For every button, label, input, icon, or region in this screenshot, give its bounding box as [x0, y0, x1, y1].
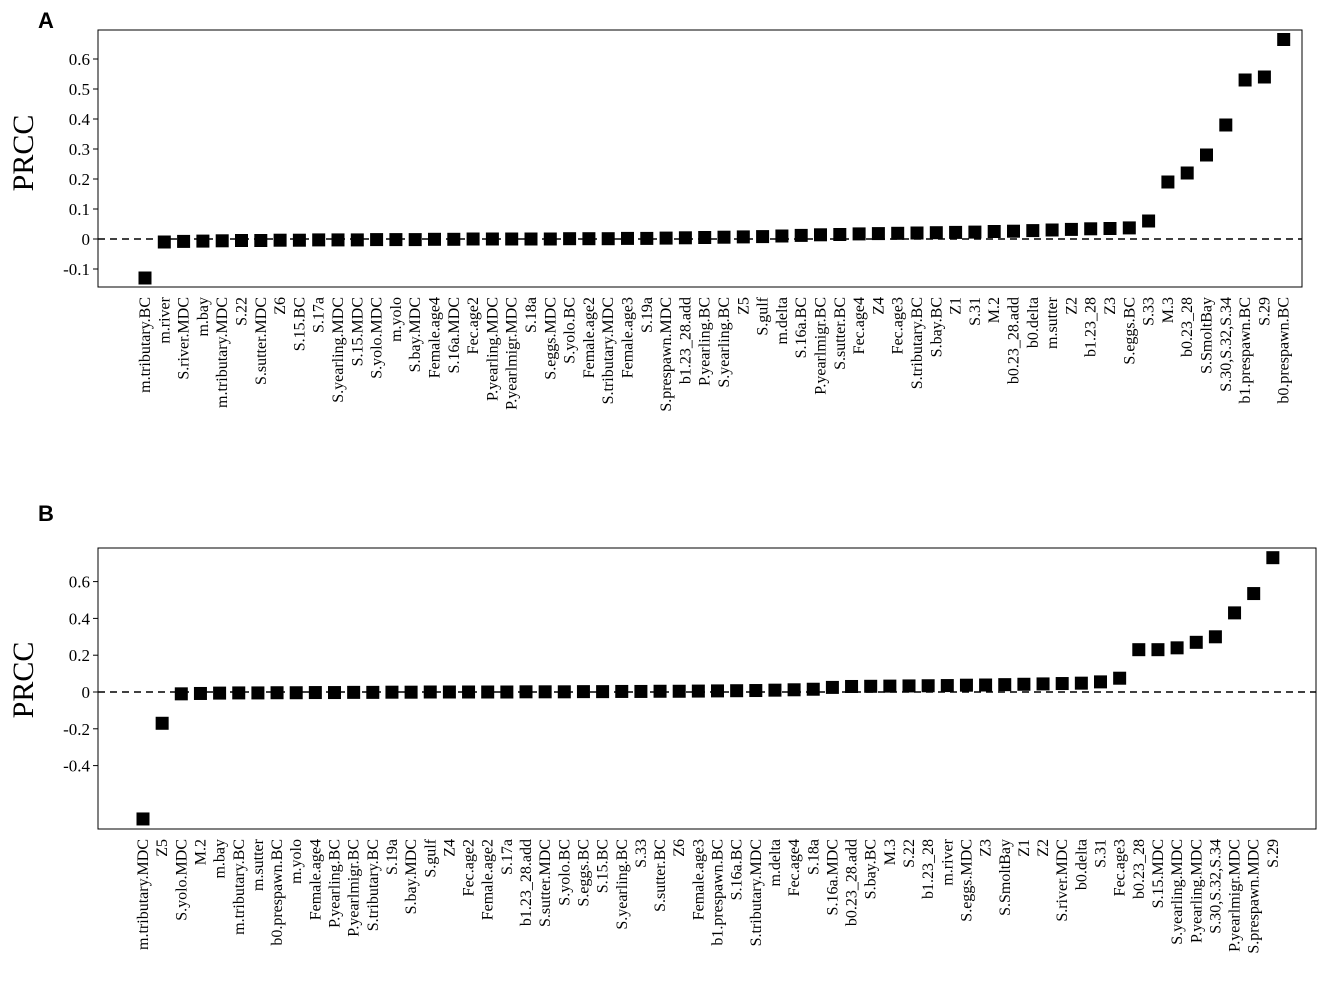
panel-b-x-tick-label: S.16a.BC: [728, 839, 746, 901]
panel-b-x-tick-label: m.yolo: [288, 839, 306, 884]
panel-a-data-point: [351, 233, 364, 246]
panel-a-x-tick-label: S.river.MDC: [175, 297, 193, 380]
panel-a-x-tick-label: Female.age2: [580, 297, 598, 379]
panel-a-data-point: [756, 230, 769, 243]
panel-a-y-tick-label: 0.1: [68, 200, 90, 219]
panel-b-data-point: [156, 717, 169, 730]
panel-b-x-tick-label: b0.delta: [1073, 839, 1091, 891]
panel-b-data-point: [347, 686, 360, 699]
panel-a-data-point: [660, 232, 673, 245]
panel-b-x-tick-label: S.prespawn.MDC: [1245, 839, 1263, 954]
panel-a-x-tick-label: m.sutter: [1044, 297, 1062, 349]
panel-b-data-point: [405, 686, 418, 699]
panel-a-x-tick-label: b0.delta: [1024, 297, 1042, 349]
panel-a-data-point: [389, 233, 402, 246]
panel-b-x-tick-label: P.yearlmigr.MDC: [1226, 839, 1244, 952]
panel-a-data-point: [795, 229, 808, 242]
panel-a-y-axis-label: PRCC: [7, 114, 40, 192]
panel-b-y-tick-label: 0.4: [68, 609, 90, 629]
panel-b-data-point: [1190, 636, 1203, 649]
panel-b-x-tick-label: m.tributary.MDC: [135, 839, 152, 950]
panel-b-data-point: [1247, 587, 1260, 600]
panel-a-x-tick-label: b1.23_28: [1082, 297, 1100, 357]
panel-a-data-point: [1161, 176, 1174, 189]
panel-b-x-tick-label: m.sutter: [249, 839, 267, 891]
panel-b-data-point: [596, 685, 609, 698]
panel-b-x-tick-label: S.bay.BC: [862, 839, 880, 900]
panel-a-data-point: [274, 234, 287, 247]
panel-a-x-tick-label: S.sutter.BC: [831, 297, 849, 370]
panel-a-x-tick-label: P.yearlmigr.MDC: [503, 297, 521, 410]
panel-b-x-tick-label: Fec.age2: [460, 839, 478, 897]
panel-b-data-point: [175, 687, 188, 700]
panel-b-data-point: [788, 683, 801, 696]
panel-b: [7, 501, 1316, 954]
panel-b-x-tick-label: Z2: [1035, 839, 1053, 857]
panel-a-x-tick-label: b1.prespawn.BC: [1237, 297, 1255, 404]
panel-a-data-point: [254, 234, 267, 247]
panel-a-x-tick-label: b0.prespawn.BC: [1275, 297, 1293, 404]
panel-b-x-tick-label: S.15.BC: [594, 839, 612, 894]
panel-a-x-tick-label: S.eggs.MDC: [542, 297, 560, 380]
panel-a-data-point: [1084, 222, 1097, 235]
panel-b-x-tick-label: Z6: [671, 839, 689, 857]
panel-b-x-tick-label: b0.23_28: [1130, 839, 1148, 899]
panel-a-x-tick-label: S.15.BC: [291, 297, 309, 352]
panel-b-data-point: [558, 685, 571, 698]
panel-b-data-point: [864, 680, 877, 693]
panel-a-data-point: [1219, 119, 1232, 132]
panel-b-x-tick-label: P.yearling.MDC: [1188, 839, 1206, 943]
panel-b-data-point: [385, 686, 398, 699]
panel-a-data-point: [988, 225, 1001, 238]
panel-a-x-tick-label: Z6: [272, 297, 290, 315]
panel-a-x-tick-label: Female.age4: [426, 297, 444, 379]
panel-b-data-point: [998, 678, 1011, 691]
panel-a-x-tick-label: S.29: [1256, 297, 1274, 326]
panel-b-y-tick-label: 0.6: [68, 572, 90, 592]
panel-b-data-point: [481, 686, 494, 699]
panel-b-x-tick-label: Z1: [1015, 839, 1033, 857]
panel-a-data-point: [370, 233, 383, 246]
panel-b-x-tick-label: S.16a.MDC: [824, 839, 842, 916]
panel-a-data-point: [505, 233, 518, 246]
panel-b-x-tick-label: S.30,S.32,S.34: [1207, 839, 1225, 934]
panel-a-data-point: [563, 232, 576, 245]
panel-a-data-point: [409, 233, 422, 246]
panel-b-data-point: [615, 685, 628, 698]
panel-a-x-tick-label: b0.23_28.add: [1005, 297, 1023, 385]
panel-a-x-tick-label: S.yearling.BC: [716, 297, 733, 388]
panel-a-y-tick-label: 0.6: [68, 50, 90, 69]
panel-a-data-point: [872, 227, 885, 240]
panel-b-data-point: [692, 685, 705, 698]
panel-b-x-tick-label: b1.prespawn.BC: [709, 839, 727, 946]
panel-a-x-tick-label: Fec.age4: [851, 297, 869, 355]
panel-a-data-point: [698, 231, 711, 244]
panel-b-data-point: [1266, 551, 1279, 564]
panel-b-x-tick-label: M.3: [881, 839, 899, 866]
panel-a-x-tick-label: S.yolo.MDC: [368, 297, 386, 379]
panel-a-plot-frame: [98, 30, 1302, 287]
panel-a-x-tick-label: m.delta: [773, 297, 791, 345]
panel-b-x-tick-label: m.river: [939, 839, 957, 886]
panel-b-y-axis-label: PRCC: [7, 641, 40, 719]
panel-b-x-tick-label: S.sutter.MDC: [537, 839, 555, 928]
panel-a-x-tick-label: S.yearling.MDC: [330, 297, 347, 403]
panel-b-data-point: [328, 686, 341, 699]
panel-b-x-tick-label: S.29: [1264, 839, 1282, 868]
panel-a-data-point: [1046, 224, 1059, 237]
panel-a-x-tick-label: S.17a: [310, 297, 328, 333]
panel-a-data-point: [1181, 167, 1194, 180]
panel-a-data-point: [621, 232, 634, 245]
panel-b-data-point: [1075, 677, 1088, 690]
panel-a-x-tick-label: m.bay: [194, 297, 212, 337]
panel-a-data-point: [332, 233, 345, 246]
panel-a-data-point: [1007, 225, 1020, 238]
panel-a-data-point: [775, 230, 788, 243]
panel-a-x-tick-label: S.tributary.MDC: [600, 297, 618, 405]
panel-a-data-point: [447, 233, 460, 246]
panel-b-x-tick-label: S.tributary.BC: [364, 839, 382, 932]
panel-a-data-point: [640, 232, 653, 245]
panel-b-data-point: [1132, 643, 1145, 656]
panel-a-x-tick-label: Z5: [735, 297, 753, 315]
panel-b-x-tick-label: Female.age2: [479, 839, 497, 921]
panel-b-x-tick-label: S.eggs.BC: [575, 839, 593, 907]
panel-a-x-tick-label: b0.23_28: [1179, 297, 1197, 357]
panel-a-x-tick-label: Female.age3: [619, 297, 637, 379]
panel-b-x-tick-label: Fec.age4: [786, 839, 804, 897]
panel-a-x-tick-label: S.15.MDC: [349, 297, 367, 367]
panel-b-data-point: [271, 686, 284, 699]
panel-b-x-tick-label: S.yolo.MDC: [173, 839, 191, 921]
panel-a-x-tick-label: m.yolo: [387, 297, 405, 342]
panel-b-x-tick-label: S.19a: [383, 839, 401, 875]
panel-a-data-point: [891, 227, 904, 240]
panel-a-y-tick-label: 0.5: [68, 80, 90, 99]
panel-a-x-tick-label: S.sutter.MDC: [252, 297, 270, 386]
panel-b-data-point: [424, 686, 437, 699]
panel-b-x-tick-label: m.delta: [766, 839, 784, 887]
panel-a-x-tick-label: S.gulf: [754, 297, 772, 336]
panel-b-data-point: [1151, 643, 1164, 656]
panel-a-x-tick-label: S.18a: [523, 297, 540, 333]
panel-b-data-point: [443, 686, 456, 699]
panel-b-data-point: [960, 679, 973, 692]
panel-a-x-tick-label: Z2: [1063, 297, 1081, 315]
panel-a-x-tick-label: S.bay.MDC: [407, 297, 425, 373]
panel-a-x-tick-label: Fec.age2: [465, 297, 483, 355]
panel-a-data-point: [525, 233, 538, 246]
panel-a-data-point: [312, 233, 325, 246]
panel-a-x-tick-label: P.yearling.BC: [696, 297, 714, 386]
panel-b-x-tick-label: S.eggs.MDC: [958, 839, 976, 922]
panel-b-x-tick-label: Z3: [977, 839, 995, 857]
panel-b-data-point: [137, 812, 150, 825]
panel-a-data-point: [1142, 215, 1155, 228]
panel-a-x-tick-label: Z4: [870, 297, 888, 315]
panel-b-data-point: [634, 685, 647, 698]
panel-a-x-tick-label: S.31: [966, 297, 984, 326]
panel-a-y-tick-label: 0.2: [68, 170, 90, 189]
panel-b-data-point: [251, 686, 264, 699]
panel-b-y-tick-label: 0.2: [68, 646, 90, 666]
panel-b-data-point: [768, 684, 781, 697]
panel-b-x-tick-label: S.tributary.MDC: [747, 839, 765, 947]
panel-b-data-point: [730, 684, 743, 697]
panel-b-data-point: [673, 685, 686, 698]
panel-a-y-tick-label: 0: [81, 230, 90, 249]
panel-b-data-point: [213, 687, 226, 700]
panel-a-data-point: [1258, 71, 1271, 84]
panel-b-x-tick-label: S.gulf: [422, 839, 440, 878]
panel-b-data-point: [749, 684, 762, 697]
panel-b-x-tick-label: Female.age4: [307, 839, 325, 921]
panel-b-data-point: [883, 680, 896, 693]
panel-a-x-tick-label: S.22: [233, 297, 251, 326]
panel-b-data-point: [1037, 677, 1050, 690]
panel-b-data-point: [1171, 641, 1184, 654]
panel-b-data-point: [979, 679, 992, 692]
panel-a-data-point: [1277, 33, 1290, 46]
panel-b-x-tick-label: b1.23_28.add: [518, 839, 535, 927]
panel-b-y-tick-label: -0.4: [63, 756, 90, 776]
panel-b-x-tick-label: S.17a: [498, 839, 516, 875]
panel-a-data-point: [216, 234, 229, 247]
panel-b-data-point: [520, 685, 533, 698]
panel-b-x-tick-label: S.33: [632, 839, 650, 868]
panel-b-x-tick-label: M.2: [192, 839, 210, 866]
panel-a-data-point: [1123, 221, 1136, 234]
panel-a-x-tick-label: P.yearlmigr.BC: [812, 297, 830, 395]
panel-a-x-tick-label: Z1: [947, 297, 965, 315]
panel-a-x-tick-label: S.SmoltBay: [1198, 297, 1216, 374]
panel-b-x-tick-label: Z5: [154, 839, 172, 857]
panel-b-x-tick-label: S.yolo.BC: [556, 839, 574, 906]
panel-a-data-point: [737, 230, 750, 243]
panel-b-x-tick-label: S.bay.MDC: [403, 839, 421, 915]
panel-a-x-tick-label: m.tributary.BC: [137, 297, 154, 393]
panel-b-x-tick-label: S.yearling.BC: [613, 839, 631, 930]
panel-b-x-tick-label: P.yearlmigr.BC: [345, 839, 363, 937]
panel-a-y-tick-label: -0.1: [63, 260, 90, 279]
panel-a-x-tick-label: M.3: [1159, 297, 1177, 324]
panel-a-x-tick-label: P.yearling.MDC: [484, 297, 502, 401]
panel-a-x-tick-label: S.33: [1140, 297, 1158, 326]
panel-a-data-point: [1200, 149, 1213, 162]
panel-b-data-point: [826, 681, 839, 694]
panel-a-data-point: [718, 231, 731, 244]
panel-b-data-point: [1228, 606, 1241, 619]
panel-a-data-point: [544, 233, 557, 246]
panel-a-data-point: [1239, 74, 1252, 87]
panel-b-data-point: [1113, 672, 1126, 685]
panel-b-data-point: [941, 679, 954, 692]
panel-a-x-tick-label: Z3: [1102, 297, 1119, 315]
panel-b-x-tick-label: m.bay: [211, 839, 229, 879]
panel-a-letter: A: [38, 8, 54, 33]
panel-b-data-point: [1094, 675, 1107, 688]
panel-b-x-tick-label: P.yearling.BC: [326, 839, 344, 928]
panel-a-data-point: [293, 234, 306, 247]
panel-a-data-point: [1026, 224, 1039, 237]
panel-b-x-tick-label: S.yearling.MDC: [1169, 839, 1187, 945]
panel-b-data-point: [462, 686, 475, 699]
panel-a-data-point: [853, 227, 866, 240]
panel-a-data-point: [833, 228, 846, 241]
panel-a-x-tick-label: S.tributary.BC: [909, 297, 926, 390]
panel-a-data-point: [486, 233, 499, 246]
panel-b-x-tick-label: S.SmoltBay: [996, 839, 1014, 916]
panel-a-x-tick-label: Fec.age3: [889, 297, 907, 355]
panel-b-data-point: [309, 686, 322, 699]
panel-b-data-point: [577, 685, 590, 698]
panel-a-x-tick-label: M.2: [986, 297, 1004, 324]
panel-b-x-tick-label: b0.23_28.add: [843, 839, 861, 927]
panel-b-letter: B: [38, 501, 54, 526]
panel-a-x-tick-label: m.tributary.MDC: [214, 297, 232, 408]
panel-b-x-tick-label: b1.23_28: [920, 839, 938, 899]
panel-a-x-tick-label: S.30,S.32,S.34: [1217, 297, 1235, 392]
panel-b-data-point: [807, 683, 820, 696]
panel-a-data-point: [968, 226, 981, 239]
panel-a-data-point: [177, 235, 190, 248]
panel-a: [7, 8, 1302, 412]
panel-b-x-tick-label: S.18a: [805, 839, 823, 875]
panel-b-x-tick-label: m.tributary.BC: [230, 839, 248, 935]
panel-a-data-point: [1065, 223, 1078, 236]
panel-b-data-point: [500, 686, 513, 699]
panel-b-x-tick-label: S.river.MDC: [1054, 839, 1072, 922]
panel-a-data-point: [235, 234, 248, 247]
panel-b-data-point: [845, 680, 858, 693]
panel-a-x-tick-label: S.16a.BC: [793, 297, 811, 359]
panel-a-data-point: [679, 231, 692, 244]
panel-b-data-point: [232, 686, 245, 699]
panel-a-data-point: [814, 228, 827, 241]
panel-b-x-tick-label: Fec.age3: [1111, 839, 1129, 897]
panel-a-data-point: [602, 232, 615, 245]
panel-b-data-point: [194, 687, 207, 700]
panel-b-data-point: [290, 686, 303, 699]
panel-a-y-tick-label: 0.3: [68, 140, 90, 159]
panel-a-x-tick-label: S.yolo.BC: [561, 297, 579, 364]
panel-a-data-point: [1104, 222, 1117, 235]
panel-b-x-tick-label: b0.prespawn.BC: [269, 839, 287, 946]
panel-a-data-point: [930, 226, 943, 239]
panel-a-x-tick-label: S.16a.MDC: [445, 297, 463, 374]
panel-a-y-tick-label: 0.4: [68, 110, 90, 129]
panel-a-data-point: [467, 233, 480, 246]
panel-b-x-tick-label: S.15.MDC: [1149, 839, 1167, 909]
panel-b-y-tick-label: -0.2: [63, 719, 90, 739]
panel-b-data-point: [1056, 677, 1069, 690]
panel-b-x-tick-label: S.sutter.BC: [652, 839, 670, 912]
panel-a-x-tick-label: S.19a: [638, 297, 656, 333]
panel-a-data-point: [911, 227, 924, 240]
panel-b-data-point: [539, 685, 552, 698]
panel-b-data-point: [1017, 678, 1030, 691]
panel-a-x-tick-label: S.bay.BC: [928, 297, 946, 358]
panel-b-x-tick-label: S.22: [901, 839, 918, 868]
panel-b-data-point: [654, 685, 667, 698]
panel-a-data-point: [582, 232, 595, 245]
panel-b-x-tick-label: S.31: [1092, 839, 1110, 868]
panel-a-data-point: [139, 272, 152, 285]
panel-b-y-tick-label: 0: [81, 683, 90, 702]
panel-a-x-tick-label: S.prespawn.MDC: [658, 297, 676, 412]
panel-a-x-tick-label: S.eggs.BC: [1121, 297, 1139, 365]
panel-b-data-point: [922, 679, 935, 692]
panel-b-data-point: [903, 679, 916, 692]
panel-b-x-tick-label: Z4: [441, 839, 459, 857]
panel-b-x-tick-label: Female.age3: [690, 839, 708, 921]
panel-b-data-point: [1209, 630, 1222, 643]
panel-b-data-point: [711, 684, 724, 697]
panel-a-x-tick-label: m.river: [156, 297, 174, 344]
panel-a-data-point: [428, 233, 441, 246]
panel-a-x-tick-label: b1.23_28.add: [677, 297, 695, 385]
panel-b-data-point: [366, 686, 379, 699]
panel-a-data-point: [158, 236, 171, 249]
panel-a-data-point: [949, 226, 962, 239]
panel-a-data-point: [196, 235, 209, 248]
